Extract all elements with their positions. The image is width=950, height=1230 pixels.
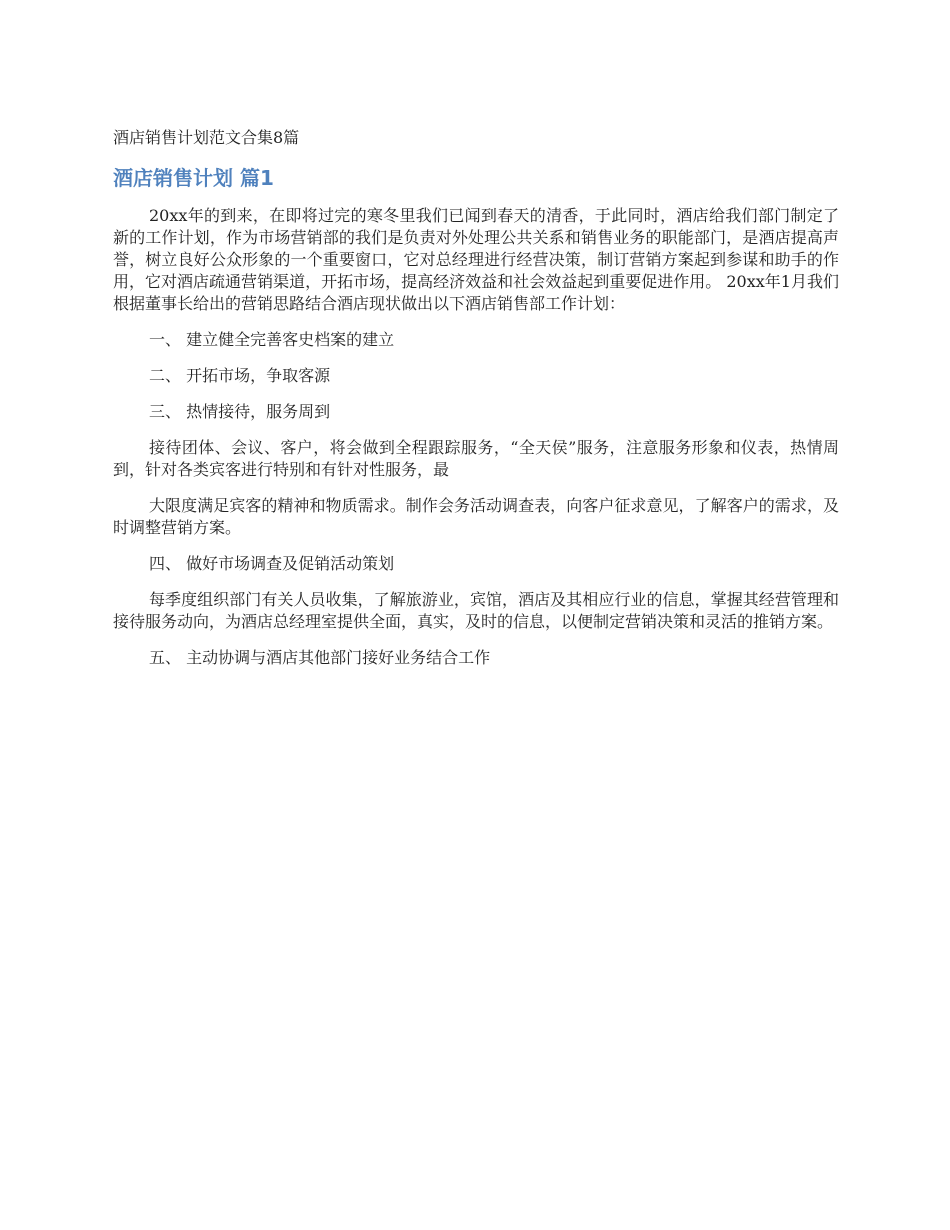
list-item-five: 五、 主动协调与酒店其他部门接好业务结合工作 [149,648,491,667]
needs-paragraph: 大限度满足宾客的精神和物质需求。制作会务活动调查表，向客户征求意见，了解客户的需求，及时调整营销方案。 [113,496,839,537]
list-item-three: 三、 热情接待，服务周到 [149,402,331,421]
list-item-four: 四、 做好市场调查及促销活动策划 [149,554,395,573]
section-heading: 酒店销售计划 篇1 [113,166,274,190]
document-title: 酒店销售计划范文合集8篇 [113,128,300,147]
reception-paragraph: 接待团体、会议、客户，将会做到全程跟踪服务，“全天侯”服务，注意服务形象和仪表，热情周到，针对各类宾客进行特别和有针对性服务，最 [113,438,839,479]
document-body [113,205,839,683]
research-paragraph: 每季度组织部门有关人员收集，了解旅游业，宾馆，酒店及其相应行业的信息，掌握其经营管理和接待服务动向，为酒店总经理室提供全面，真实，及时的信息，以便制定营销决策和灵活的推销方案。 [113,590,839,631]
intro-paragraph: 20xx年的到来，在即将过完的寒冬里我们已闻到春天的清香，于此同时，酒店给我们部门制定了新的工作计划，作为市场营销部的我们是负责对外处理公共关系和销售业务的职能部门，是酒店提高声誉，树立良好公众形象的一个重要窗口，它对总经理进行经营决策，制订营销方案起到参谋和助手的作用，它对酒店疏通营销渠道，开拓市场，提高经济效益和社会效益起到重要促进作用。 20xx年1月我们根据董事长给出的营销思路结合酒店现状做出以下酒店销售部工作计划： [113,206,839,313]
list-item-one: 一、 建立健全完善客史档案的建立 [149,330,395,349]
list-item-two: 二、 开拓市场，争取客源 [149,366,331,385]
